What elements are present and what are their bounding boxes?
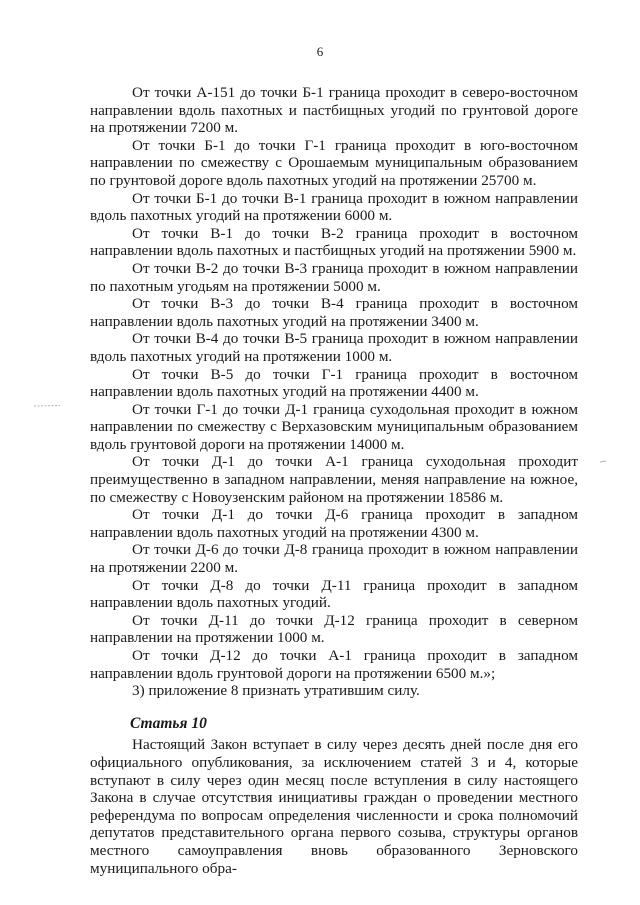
paragraph: От точки Б-1 до точки Г-1 граница проходит в юго-восточном направлении по смежеству с Орошаемым муниципальным образованием по грунтовой дороге вдоль пахотных угодий на протяжении 25700 м. xyxy=(90,136,578,189)
paragraph: От точки В-2 до точки В-3 граница проходит в южном направлении по пахотным угодьям на протяжении 5000 м. xyxy=(90,259,578,295)
paragraph: 3) приложение 8 признать утратившим силу. xyxy=(132,682,420,700)
paragraph: От точки Д-8 до точки Д-11 граница проходит в западном направлении вдоль пахотных угодий. xyxy=(90,576,578,612)
paragraph: От точки В-5 до точки Г-1 граница проходит в восточном направлении вдоль пахотных угодий на протяжении 4400 м. xyxy=(90,365,578,401)
paragraph: От точки Б-1 до точки В-1 граница проходит в южном направлении вдоль пахотных угодий на протяжении 6000 м. xyxy=(90,189,578,225)
paragraph: От точки Г-1 до точки Д-1 граница суходольная проходит в южном направлении по смежеству с Верхазовским муниципальным образованием вдоль грунтовой дороги на протяжении 14000 м. xyxy=(90,400,578,453)
article-text: Настоящий Закон вступает в силу через десять дней после дня его официального опубликования, за исключением статей 3 и 4, которые вступают в силу через один месяц после вступления в силу настоящего Закона в случае отсутствия инициативы граждан о проведении местного референдума по вопросам определения численности и срока полномочий депутатов представительного органа первого созыва, структуры органов местного самоуправления вновь образованного Зерновского муниципального обра- xyxy=(90,736,578,877)
document-body xyxy=(90,84,578,877)
paragraph: От точки В-3 до точки В-4 граница проходит в восточном направлении вдоль пахотных угодий на протяжении 3400 м. xyxy=(90,295,578,330)
scan-mark xyxy=(34,404,60,408)
paragraph: От точки А-151 до точки Б-1 граница проходит в северо-восточном направлении вдоль пахотных и пастбищных угодий по грунтовой дороге на протяжении 7200 м. xyxy=(90,84,578,137)
scan-mark xyxy=(600,460,606,463)
paragraph: От точки Д-12 до точки А-1 граница проходит в западном направлении вдоль грунтовой дороги на протяжении 6500 м.»; xyxy=(90,647,578,682)
article-heading: Статья 10 xyxy=(130,714,207,732)
paragraph: От точки В-1 до точки В-2 граница проходит в восточном направлении вдоль пахотных и пастбищных угодий на протяжении 5900 м. xyxy=(90,224,578,260)
paragraph: От точки В-4 до точки В-5 граница проходит в южном направлении вдоль пахотных угодий на протяжении 1000 м. xyxy=(90,330,578,365)
paragraph: От точки Д-11 до точки Д-12 граница проходит в северном направлении на протяжении 1000 м. xyxy=(90,611,578,647)
paragraph: От точки Д-6 до точки Д-8 граница проходит в южном направлении на протяжении 2200 м. xyxy=(90,541,578,577)
paragraph: От точки Д-1 до точки А-1 граница суходольная проходит преимущественно в западном направлении, меняя направление на южное, по смежеству с Новоузенским районом на протяжении 18586 м. xyxy=(90,453,578,506)
paragraph: От точки Д-1 до точки Д-6 граница проходит в западном направлении вдоль пахотных угодий на протяжении 4300 м. xyxy=(90,506,578,541)
page-number: 6 xyxy=(316,44,324,59)
